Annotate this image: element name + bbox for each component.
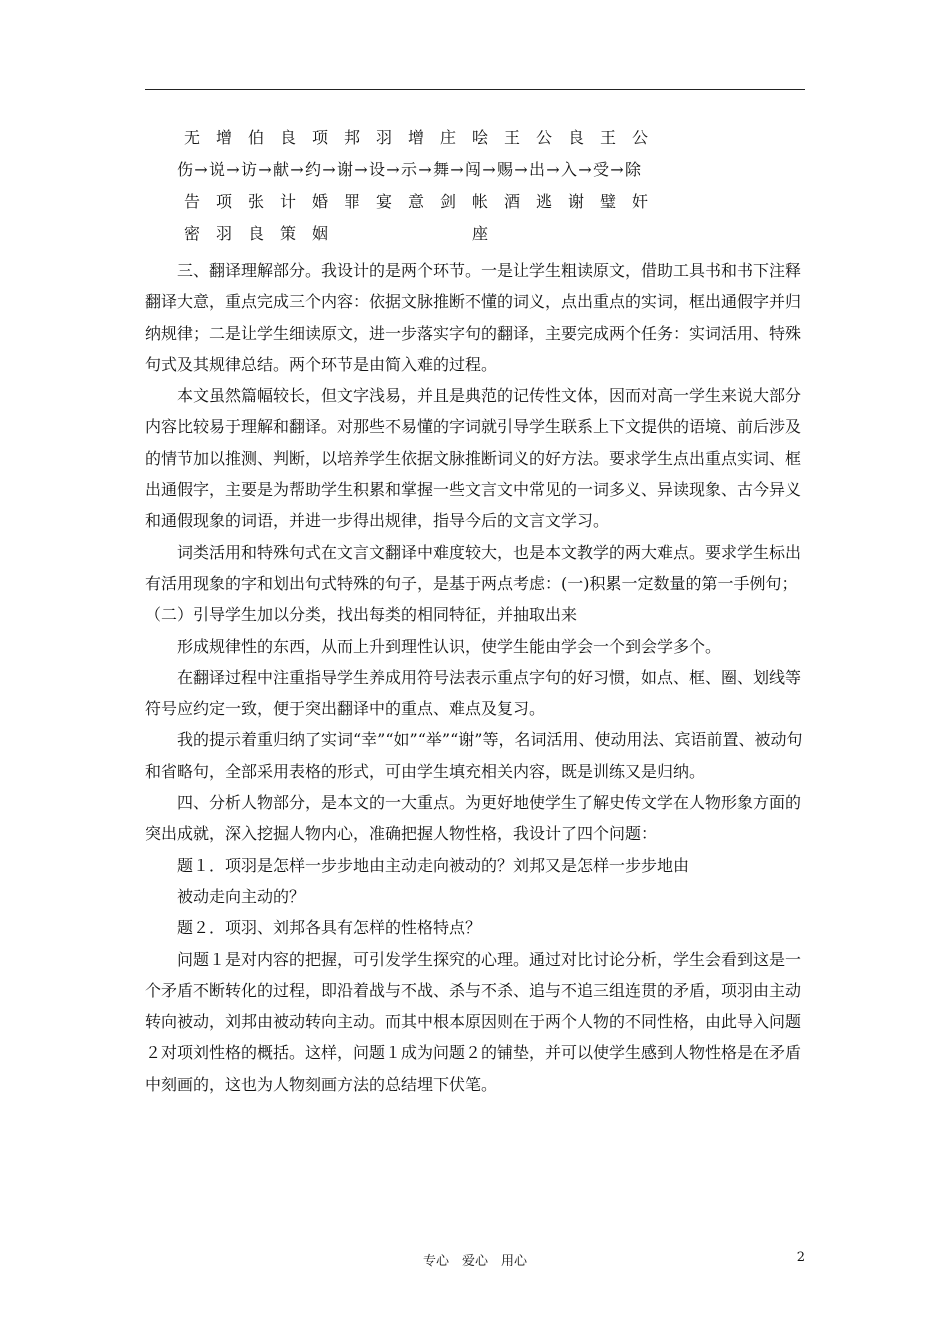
grid-cell: 张 [247,192,264,211]
grid-cell: 告 [183,192,200,211]
grid-cell: 项 [215,192,232,211]
arrow-icon: → [258,160,272,179]
arrow-icon: → [354,160,368,179]
grid-cell: 设 [368,160,385,179]
grid-cell: 剑 [439,192,456,211]
grid-cell: 入 [560,160,577,179]
grid-cell: 无 [183,128,200,147]
body-text [145,255,809,1100]
grid-cell: 舞 [432,160,449,179]
grid-row-2 [176,154,656,186]
grid-cell: 婚 [311,192,328,211]
grid-cell: 赐 [496,160,513,179]
footer-motto: 专心 爱心 用心 [422,1254,527,1269]
grid-cell: 座 [471,224,488,243]
grid-cell: 奸 [631,192,648,211]
question-1: 题１．项羽是怎样一步步地由主动走向被动的？刘邦又是怎样一步步地由 [177,855,690,875]
question-2: 题２．项羽、刘邦各具有怎样的性格特点？ [177,918,482,938]
grid-row-4 [176,218,656,250]
grid-cell: 增 [215,128,232,147]
grid-cell: 宴 [375,192,392,211]
grid-cell: 公 [631,128,648,147]
paragraph-continuation: 形成规律性的东西，从而上升到理性认识，使学生能由学会一个到会学多个。 [177,636,722,656]
grid-cell: 密 [183,224,200,243]
grid-cell: 邦 [343,128,360,147]
grid-cell: 姻 [311,224,328,243]
arrow-icon: → [194,160,208,179]
grid-cell: 项 [311,128,328,147]
grid-cell: 谢 [567,192,584,211]
grid-row-3 [176,186,656,218]
grid-cell: 增 [407,128,424,147]
grid-cell: 羽 [375,128,392,147]
page-number: 2 [796,1250,805,1265]
grid-cell: 闯 [464,160,481,179]
arrow-icon: → [418,160,432,179]
grid-cell: 意 [407,192,424,211]
grid-cell: 示 [400,160,417,179]
grid-cell: 访 [240,160,257,179]
grid-cell: 良 [247,224,264,243]
arrow-icon: → [290,160,304,179]
paragraph-translation: 三、翻译理解部分。我设计的是两个环节。一是让学生粗读原文，借助工具书和书下注释翻译大意，重点完成三个内容：依据文脉推断不懂的词义，点出重点的实词，框出通假字并归纳规律；二是让学生细读原文，进一步落实字句的翻译，主要完成两个任务：实词活用、特殊句式及其规律总结。两个环节是由简入难的过程。 [145,261,802,374]
grid-cell: 出 [528,160,545,179]
grid-cell: 羽 [215,224,232,243]
grid-cell: 说 [208,160,225,179]
grid-cell: 璧 [599,192,616,211]
arrow-icon: → [578,160,592,179]
paragraph-analysis: 问题１是对内容的把握，可引发学生探究的心理。通过对比讨论分析，学生会看到这是一个矛盾不断转化的过程，即沿着战与不战、杀与不杀、追与不追三组连贯的矛盾，项羽由主动转向被动，刘邦由被动转向主动。而其中根本原因则在于两个人物的不同性格，由此导入问题２对项刘性格的概括。这样，问题１成为问题２的铺垫，并可以使学生感到人物性格是在矛盾中刻画的，这也为人物刻画方法的总结埋下伏笔。 [145,949,802,1094]
grid-cell: 约 [304,160,321,179]
arrow-icon: → [610,160,624,179]
grid-cell: 伯 [247,128,264,147]
grid-cell: 良 [567,128,584,147]
arrow-icon: → [482,160,496,179]
grid-cell: 公 [535,128,552,147]
paragraph-characters: 四、分析人物部分，是本文的一大重点。为更好地使学生了解史传文学在人物形象方面的突出成就，深入挖掘人物内心，准确把握人物性格，我设计了四个问题： [145,793,802,844]
grid-cell: 计 [279,192,296,211]
arrow-icon: → [514,160,528,179]
grid-cell: 庄 [439,128,456,147]
grid-cell: 罪 [343,192,360,211]
arrow-icon: → [450,160,464,179]
grid-cell: 帐 [471,192,488,211]
grid-cell: 献 [272,160,289,179]
grid-cell: 王 [503,128,520,147]
grid-cell: 哙 [471,128,488,147]
grid-cell: 良 [279,128,296,147]
grid-cell: 策 [279,224,296,243]
grid-cell: 伤 [176,160,193,179]
grid-cell: 除 [624,160,641,179]
header-rule [145,89,805,90]
paragraph-text-ease: 本文虽然篇幅较长，但文字浅易，并且是典范的记传性文体，因而对高一学生来说大部分内容比较易于理解和翻译。对那些不易懂的字词就引导学生联系上下文提供的语境、前后涉及的情节加以推测、判断，以培养学生依据文脉推断词义的好方法。要求学生点出重点实词、框出通假字，主要是为帮助学生积累和掌握一些文言文中常见的一词多义、异读现象、古今异义和通假现象的词语，并进一步得出规律，指导今后的文言文学习。 [145,386,802,531]
grid-cell: 谢 [336,160,353,179]
arrow-icon: → [386,160,400,179]
grid-cell: 王 [599,128,616,147]
question-1-continuation: 被动走向主动的？ [177,886,306,906]
paragraph-symbols: 在翻译过程中注重指导学生养成用符号法表示重点字句的好习惯，如点、框、圈、划线等符号应约定一致，便于突出翻译中的重点、难点及复习。 [145,667,802,719]
arrow-icon: → [546,160,560,179]
arrow-icon: → [322,160,336,179]
grid-cell: 受 [592,160,609,179]
grid-cell: 酒 [503,192,520,211]
paragraph-difficulties: 词类活用和特殊句式在文言文翻译中难度较大，也是本文教学的两大难点。要求学生标出有活用现象的字和划出句式特殊的句子，是基于两点考虑：(一)积累一定数量的第一手例句；（二）引导学生加以分类，找出每类的相同特征，并抽取出来 [145,542,802,625]
grid-row-1 [176,122,656,154]
arrow-icon: → [226,160,240,179]
paragraph-hints: 我的提示着重归纳了实词“幸”“如”“举”“谢”等，名词活用、使动用法、宾语前置、被动句和省略句，全部采用表格的形式，可由学生填充相关内容，既是训练又是归纳。 [145,730,803,781]
grid-cell: 逃 [535,192,552,211]
event-chain-grid [176,122,656,250]
